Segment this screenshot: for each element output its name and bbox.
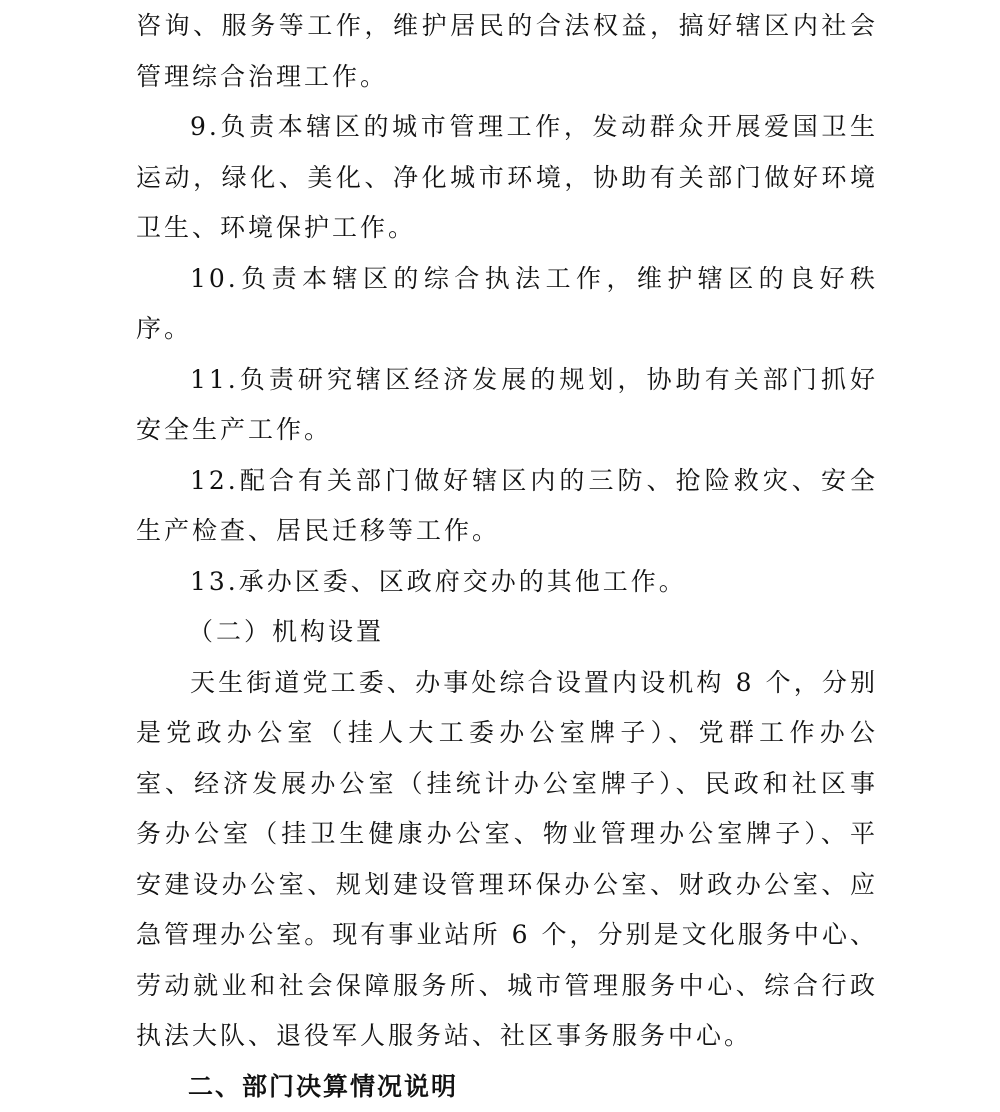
paragraph-item-12: 12.配合有关部门做好辖区内的三防、抢险救灾、安全生产检查、居民迁移等工作。 (136, 456, 878, 557)
section-heading: 二、部门决算情况说明 (136, 1062, 878, 1112)
paragraph-item-11: 11.负责研究辖区经济发展的规划，协助有关部门抓好安全生产工作。 (136, 355, 878, 456)
paragraph-item-10: 10.负责本辖区的综合执法工作，维护辖区的良好秩序。 (136, 254, 878, 355)
paragraph-item-9: 9.负责本辖区的城市管理工作，发动群众开展爱国卫生运动，绿化、美化、净化城市环境，协助有关部门做好环境卫生、环境保护工作。 (136, 102, 878, 254)
subheading-org-setup: （二）机构设置 (136, 607, 878, 658)
paragraph-org-structure: 天生街道党工委、办事处综合设置内设机构 8 个，分别是党政办公室（挂人大工委办公室牌子）、党群工作办公室、经济发展办公室（挂统计办公室牌子）、民政和社区事务办公室（挂卫生健康办公室、物业管理办公室牌子）、平安建设办公室、规划建设管理环保办公室、财政办公室、应急管理办公室。现有事业站所 6 个，分别是文化服务中心、劳动就业和社会保障服务所、城市管理服务中心、综合行政执法大队、退役军人服务站、社区事务服务中心。 (136, 658, 878, 1062)
paragraph-continuation: 咨询、服务等工作，维护居民的合法权益，搞好辖区内社会管理综合治理工作。 (136, 1, 878, 102)
paragraph-item-13: 13.承办区委、区政府交办的其他工作。 (136, 557, 878, 608)
document-body (136, 1, 878, 1112)
